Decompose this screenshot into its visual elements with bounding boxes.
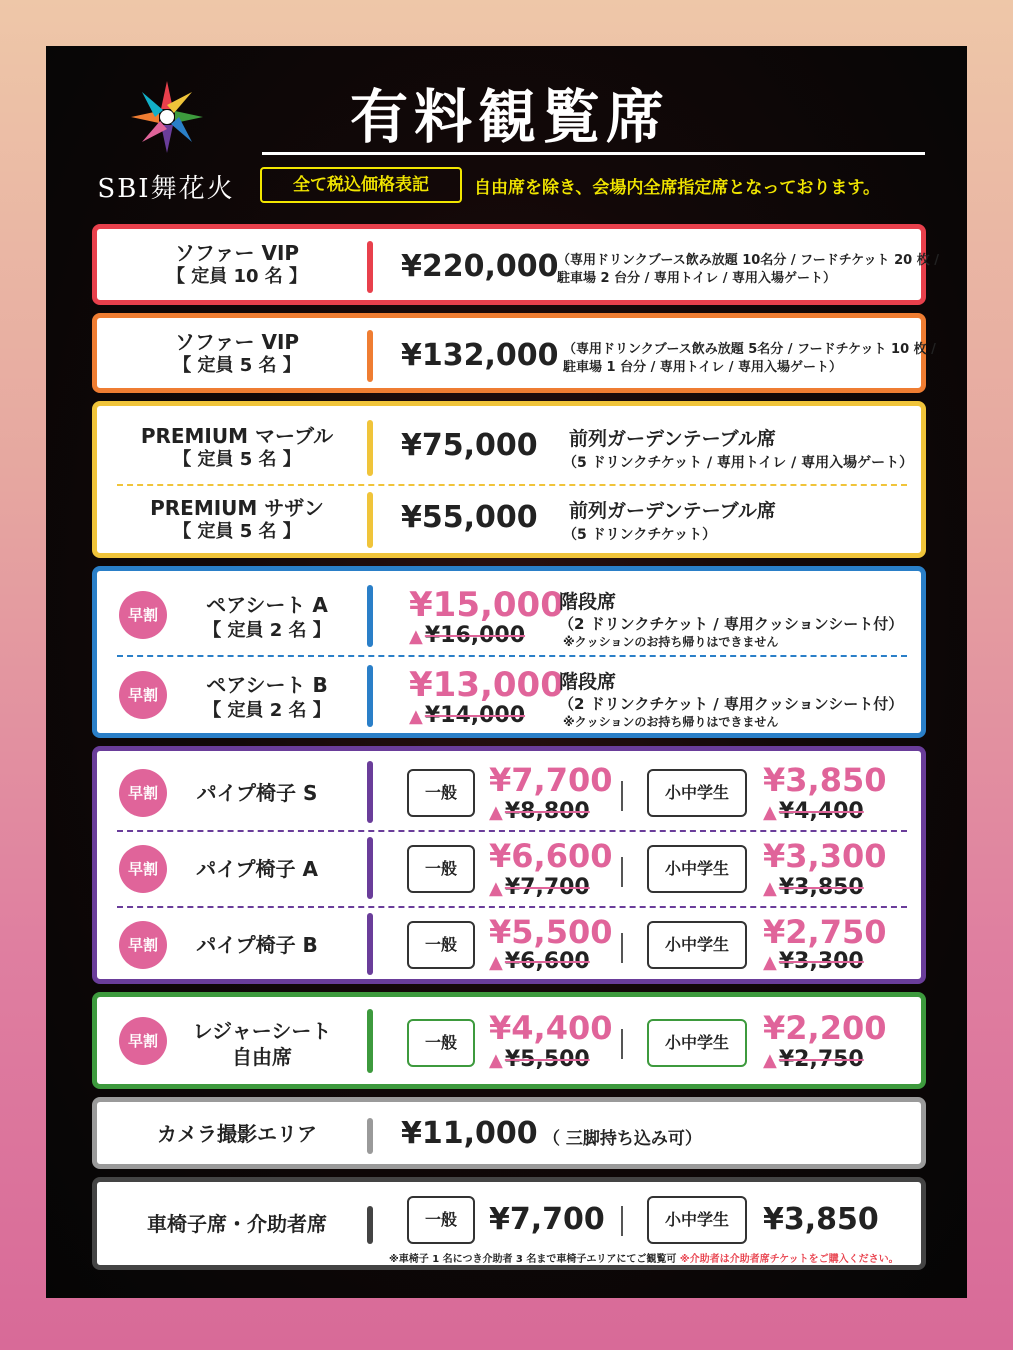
description-line2: （2 ドリンクチケット / 専用クッションシート付）: [559, 695, 904, 713]
general-regular-price: ▲¥5,500: [489, 1047, 590, 1072]
note: ※クッションのお持ち帰りはできません: [563, 715, 779, 729]
seat-name: カメラ撮影エリア: [157, 1122, 317, 1146]
student-regular-price: ▲¥3,300: [763, 949, 864, 974]
row-separator: [117, 655, 907, 657]
tax-label-box: 全て税込価格表記: [260, 167, 462, 203]
price: ¥75,000: [401, 428, 538, 463]
camera-area-card: [92, 1097, 926, 1169]
description-line2: （5 ドリンクチケット）: [563, 527, 717, 543]
general-regular-price: ▲¥7,700: [489, 875, 590, 900]
seat-name: パイプ椅子 S: [196, 781, 318, 805]
general-early-price: ¥5,500: [489, 913, 613, 951]
sofa-vip-5-card: [92, 313, 936, 393]
row-separator: [117, 484, 907, 486]
early-discount-badge: 早割: [119, 591, 167, 639]
separator: [621, 781, 623, 811]
student-early-price: ¥2,750: [763, 913, 887, 951]
divider: [367, 837, 373, 899]
note-part1: ※車椅子 1 名につき介助者 3 名まで車椅子エリアにてご観覧可: [389, 1254, 677, 1265]
note: ※クッションのお持ち帰りはできません: [563, 635, 779, 649]
seat-name: ペアシート B: [206, 673, 328, 697]
logo-text: SBI舞花火: [97, 174, 235, 204]
capacity: 【 定員 5 名 】: [173, 355, 301, 376]
divider: [367, 665, 373, 727]
early-discount-badge: 早割: [119, 671, 167, 719]
note: [389, 1250, 899, 1265]
description-line1: 前列ガーデンテーブル席: [569, 428, 776, 450]
separator: [621, 1206, 623, 1236]
student-regular-price: ▲¥3,850: [763, 875, 864, 900]
capacity: 【 定員 10 名 】: [166, 266, 308, 287]
seat-name: パイプ椅子 B: [196, 933, 318, 957]
divider: [367, 1206, 373, 1244]
divider: [367, 492, 373, 548]
page-title: 有料観覧席: [349, 83, 670, 151]
general-early-price: ¥7,700: [489, 761, 613, 799]
capacity: 【 定員 2 名 】: [203, 700, 331, 721]
seat-name: 車椅子席・介助者席: [147, 1212, 327, 1236]
student-early-price: ¥3,850: [763, 761, 887, 799]
note-part2: ※介助者は介助者席チケットをご購入ください。: [679, 1254, 899, 1265]
seat-name: PREMIUM マーブル: [140, 424, 334, 448]
row-separator: [117, 830, 907, 832]
student-early-price: ¥2,200: [763, 1009, 887, 1047]
wheelchair-card: [92, 1177, 926, 1270]
student-regular-price: ▲¥2,750: [763, 1047, 864, 1072]
separator: [621, 857, 623, 887]
regular-price: ▲¥16,000: [409, 623, 526, 648]
general-regular-price: ▲¥8,800: [489, 799, 590, 824]
price: ¥11,000: [401, 1116, 538, 1151]
general-early-price: ¥4,400: [489, 1009, 613, 1047]
description-line1: （専用ドリンクブース飲み放題 5名分 / フードチケット 10 枚 /: [563, 342, 936, 357]
description-line1: （専用ドリンクブース飲み放題 10名分 / フードチケット 20 枚 /: [557, 253, 939, 268]
pipe-chair-card: [92, 746, 926, 984]
student-tag: 小中学生: [647, 921, 747, 969]
early-price: ¥13,000: [409, 665, 564, 705]
divider: [367, 913, 373, 975]
student-tag: 小中学生: [647, 1196, 747, 1244]
description-line1: 階段席: [559, 671, 617, 693]
seat-name: ソファー VIP: [174, 241, 300, 265]
divider: [367, 585, 373, 647]
general-price: ¥7,700: [489, 1202, 605, 1237]
early-price: ¥15,000: [409, 585, 564, 625]
capacity: 【 定員 5 名 】: [173, 449, 301, 470]
seat-name: ペアシート A: [206, 593, 328, 617]
general-tag: 一般: [407, 1196, 475, 1244]
divider: [367, 1118, 373, 1154]
student-tag: 小中学生: [647, 769, 747, 817]
seat-name: レジャーシート: [192, 1019, 332, 1043]
seating-note: 自由席を除き、会場内全席指定席となっております。: [474, 178, 880, 198]
separator: [621, 933, 623, 963]
row-separator: [117, 906, 907, 908]
seat-name: パイプ椅子 A: [196, 857, 318, 881]
general-tag: 一般: [407, 921, 475, 969]
seat-subname: 自由席: [232, 1045, 292, 1069]
divider: [367, 1009, 373, 1073]
description-line2: （5 ドリンクチケット / 専用トイレ / 専用入場ゲート）: [563, 455, 914, 471]
divider: [367, 330, 373, 382]
sofa-vip-10-card: [92, 224, 939, 305]
title-underline: [262, 152, 925, 155]
divider: [367, 241, 373, 293]
early-discount-badge: 早割: [119, 769, 167, 817]
capacity: 【 定員 2 名 】: [203, 620, 331, 641]
premium-card: [92, 401, 926, 558]
price: ¥132,000: [401, 338, 559, 373]
price: ¥220,000: [401, 249, 559, 284]
divider: [367, 761, 373, 823]
student-early-price: ¥3,300: [763, 837, 887, 875]
general-tag: 一般: [407, 1019, 475, 1067]
description-line1: 前列ガーデンテーブル席: [569, 500, 776, 522]
student-regular-price: ▲¥4,400: [763, 799, 864, 824]
regular-price: ▲¥14,000: [409, 703, 526, 728]
general-early-price: ¥6,600: [489, 837, 613, 875]
early-discount-badge: 早割: [119, 1017, 167, 1065]
student-price: ¥3,850: [763, 1202, 879, 1237]
divider: [367, 420, 373, 476]
student-tag: 小中学生: [647, 1019, 747, 1067]
seat-name: PREMIUM サザン: [150, 496, 324, 520]
leisure-sheet-card: [92, 992, 926, 1089]
early-discount-badge: 早割: [119, 921, 167, 969]
student-tag: 小中学生: [647, 845, 747, 893]
capacity: 【 定員 5 名 】: [173, 521, 301, 542]
description: （ 三脚持ち込み可）: [543, 1129, 702, 1149]
general-tag: 一般: [407, 769, 475, 817]
price: ¥55,000: [401, 500, 538, 535]
pair-seat-card: [92, 566, 926, 738]
description-line2: 駐車場 1 台分 / 専用トイレ / 専用入場ゲート）: [563, 360, 843, 375]
general-regular-price: ▲¥6,600: [489, 949, 590, 974]
early-discount-badge: 早割: [119, 845, 167, 893]
description-line2: （2 ドリンクチケット / 専用クッションシート付）: [559, 615, 904, 633]
description-line2: 駐車場 2 台分 / 専用トイレ / 専用入場ゲート）: [557, 271, 837, 286]
general-tag: 一般: [407, 845, 475, 893]
separator: [621, 1029, 623, 1059]
description-line1: 階段席: [559, 591, 617, 613]
seat-name: ソファー VIP: [174, 330, 300, 354]
